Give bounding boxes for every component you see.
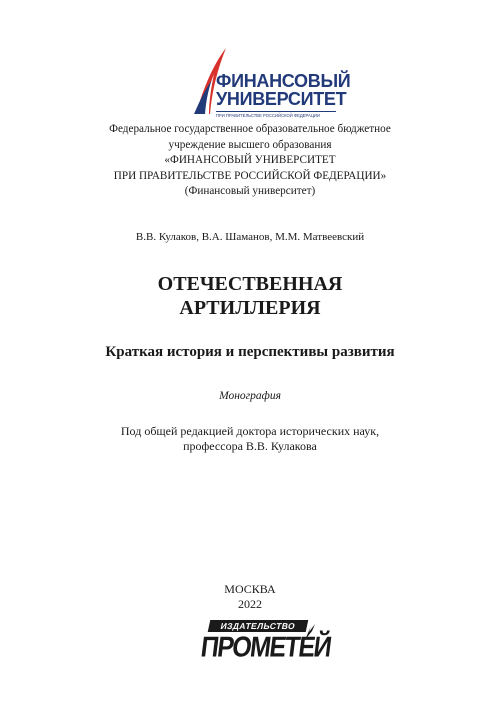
publisher-name: ПРОМЕТЕЙ: [199, 631, 333, 664]
book-title-line: ОТЕЧЕСТВЕННАЯ: [157, 273, 343, 295]
logo-text-line1: ФИНАНСОВЫЙ: [216, 71, 351, 91]
institution-line: учреждение высшего образования: [168, 138, 332, 151]
university-logo: [190, 44, 360, 122]
editor-note: [40, 424, 460, 454]
institution-line: «ФИНАНСОВЫЙ УНИВЕРСИТЕТ: [164, 154, 336, 167]
year: 2022: [238, 597, 262, 611]
logo-subtext: ПРИ ПРАВИТЕЛЬСТВЕ РОССИЙСКОЙ ФЕДЕРАЦИИ: [216, 111, 336, 118]
institution-line: ПРИ ПРАВИТЕЛЬСТВЕ РОССИЙСКОЙ ФЕДЕРАЦИИ»: [113, 169, 387, 182]
institution-block: [60, 122, 440, 200]
editor-line: профессора В.В. Кулакова: [183, 439, 317, 453]
imprint: [40, 582, 460, 612]
publisher-logo: [199, 620, 333, 666]
logo-text-line2: УНИВЕРСИТЕТ: [216, 89, 347, 109]
flame-icon: [303, 622, 317, 642]
book-title: [40, 272, 460, 320]
genre-label: Монография: [219, 390, 281, 402]
publisher-label: ИЗДАТЕЛЬСТВО: [208, 620, 309, 632]
book-subtitle: Краткая история и перспективы развития: [105, 344, 395, 360]
city: МОСКВА: [224, 582, 276, 596]
institution-line: (Финансовый университет): [184, 185, 316, 198]
authors: В.В. Кулаков, В.А. Шаманов, М.М. Матвеевский: [135, 231, 365, 243]
editor-line: Под общей редакцией доктора исторических наук,: [120, 424, 380, 438]
institution-line: Федеральное государственное образовательное бюджетное: [109, 123, 391, 135]
book-title-line: АРТИЛЛЕРИЯ: [179, 297, 321, 319]
